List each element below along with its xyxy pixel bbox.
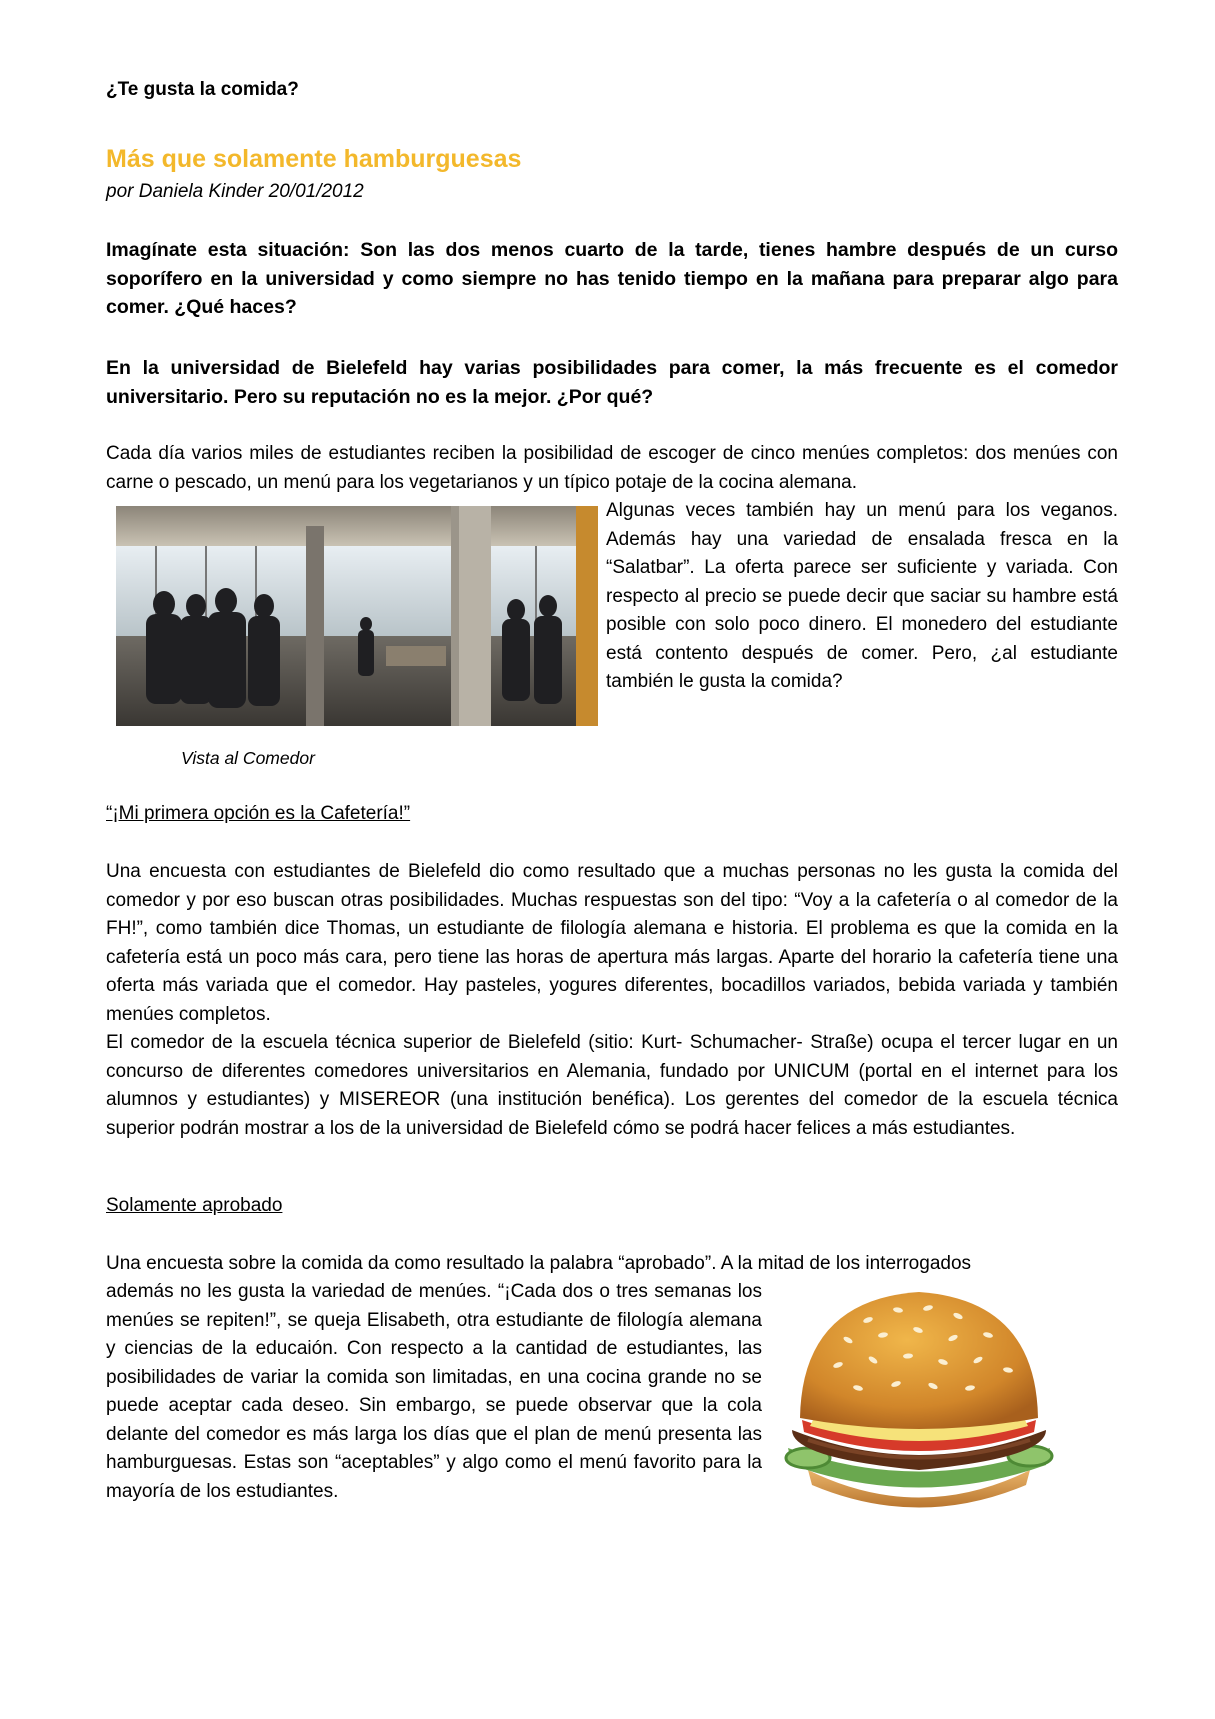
paragraph-2a: Una encuesta con estudiantes de Bielefeld dio como resultado que a muchas personas no les gusta la comida del comedor y por eso buscan otras posibilidades. Muchas respuestas son del tipo: “Voy a la cafetería o al comedor de la FH!”, como también dice Thomas, un estudiante de filología alemana e historia. El problema es que la comida en la cafetería está un poco más cara, pero tiene las horas de apertura más largas. Aparte del horario la cafetería tiene una oferta más variada que el comedor. Hay pasteles, yogures diferentes, bocadillos variados, bebida variada y también menúes completos. xyxy=(106,861,1118,1025)
lead-paragraph-2: En la universidad de Bielefeld hay varias posibilidades para comer, la más frecuente es el comedor universitario. Pero su reputación no es la mejor. ¿Por qué? xyxy=(106,357,1118,408)
cafeteria-photo-icon xyxy=(116,506,598,726)
section-kicker: ¿Te gusta la comida? xyxy=(106,79,299,100)
paragraph-2 xyxy=(106,858,1118,1143)
photo-caption: Vista al Comedor xyxy=(181,748,315,768)
article-title: Más que solamente hamburguesas xyxy=(106,145,522,173)
lead-paragraph-1: Imagínate esta situación: Son las dos menos cuarto de la tarde, tienes hambre después de un curso soporífero en la universidad y como siempre no has tenido tiempo en la mañana para preparar algo para comer. ¿Qué haces? xyxy=(106,239,1118,318)
paragraph-1-side: Algunas veces también hay un menú para los veganos. Además hay una variedad de ensalada fresca en la “Salatbar”. La oferta parece ser suficiente y variada. Con respecto al precio se puede decir que saciar su hambre está posible con solo poco dinero. El monedero del estudiante está contento después de comer. Pero, ¿al estudiante también le gusta la comida? xyxy=(606,500,1118,692)
subheading-aprobado: Solamente aprobado xyxy=(106,1195,283,1216)
paragraph-3-top: Una encuesta sobre la comida da como resultado la palabra “aprobado”. A la mitad de los interrogados xyxy=(106,1253,972,1274)
paragraph-3-side: además no les gusta la variedad de menúes. “¡Cada dos o tres semanas los menúes se repiten!”, se queja Elisabeth, otra estudiante de filología alemana y ciencias de la educaión. Con respecto a la cantidad de estudiantes, las posibilidades de variar la comida son limitadas, en una cocina grande no se puede aceptar cada deseo. Sin embargo, se puede observar que la cola delante del comedor es más larga los días que el plan de menú presenta las hamburguesas. Estas son “aceptables” y algo como el menú favorito para la mayoría de los estudiantes. xyxy=(106,1281,762,1502)
hamburger-photo xyxy=(778,1280,1060,1525)
paragraph-2b: El comedor de la escuela técnica superior de Bielefeld (sitio: Kurt- Schumacher- Straße) ocupa el tercer lugar en un concurso de diferentes comedores universitarios en Alemania, fundado por UNICUM (portal en el internet para los alumnos y estudiantes) y MISEREOR (una institución benéfica). Los gerentes del comedor de la escuela técnica superior podrán mostrar a los de la universidad de Bielefeld cómo se podrá hacer felices a más estudiantes. xyxy=(106,1032,1118,1139)
paragraph-1-top: Cada día varios miles de estudiantes reciben la posibilidad de escoger de cinco menúes completos: dos menúes con carne o pescado, un menú para los vegetarianos y un típico potaje de la cocina alemana. xyxy=(106,443,1118,493)
article-byline: por Daniela Kinder 20/01/2012 xyxy=(106,181,364,202)
cafeteria-photo xyxy=(116,506,598,726)
hamburger-icon xyxy=(778,1280,1060,1525)
subheading-cafeteria: “¡Mi primera opción es la Cafetería!” xyxy=(106,803,411,824)
